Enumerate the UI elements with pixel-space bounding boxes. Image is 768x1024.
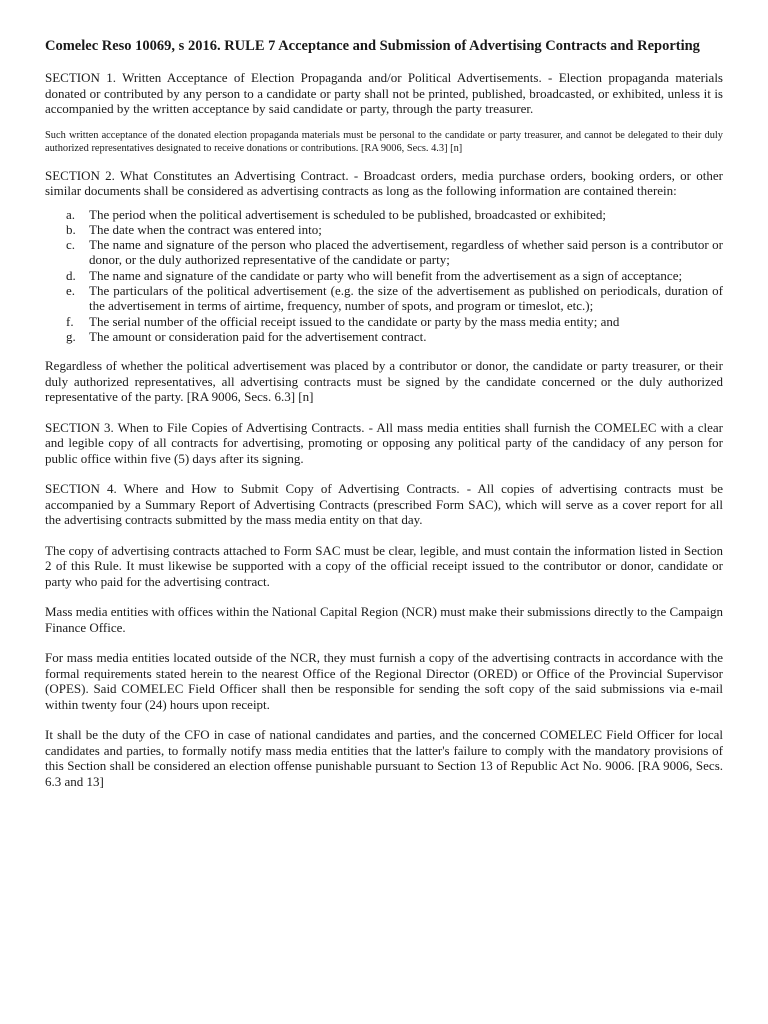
list-marker: a. bbox=[66, 206, 76, 222]
section-4: SECTION 4. Where and How to Submit Copy of Advertising Contracts. - All copies of advertising contracts must be accompanied by a Summary Report of Advertising Contracts (prescribed Form SAC), which will serve as a cover report for all the advertising contracts submitted by the mass media entity on that day. bbox=[45, 481, 723, 528]
list-marker: g. bbox=[66, 328, 76, 344]
contract-requirements-list bbox=[45, 207, 723, 345]
section-1: SECTION 1. Written Acceptance of Election Propaganda and/or Political Advertisements. - Election propaganda materials donated or contributed by any person to a candidate or party shall not be printed, published, broadcasted, or exhibited, unless it is accompanied by the written acceptance by said candidate or party, through the party treasurer. bbox=[45, 70, 723, 116]
section-2-closing: Regardless of whether the political advertisement was placed by a contributor or donor, the candidate or party treasurer, or their duly authorized representatives, all advertising contracts must be signed by the candidate concerned or the duly authorized representative of the party. [RA 9006, Secs. 6.3] [n] bbox=[45, 358, 723, 405]
list-item bbox=[45, 237, 723, 268]
document-page bbox=[45, 38, 723, 804]
list-item-text: The period when the political advertisement is scheduled to be published, broadcasted or exhibited; bbox=[89, 206, 606, 222]
list-item bbox=[45, 268, 723, 283]
list-marker: d. bbox=[66, 267, 76, 283]
section-4-paragraph-3: Mass media entities with offices within the National Capital Region (NCR) must make their submissions directly to the Campaign Finance Office. bbox=[45, 604, 723, 635]
list-marker: c. bbox=[66, 237, 76, 253]
list-marker: f. bbox=[66, 313, 74, 329]
list-item-text: The particulars of the political advertisement (e.g. the size of the advertisement as published on periodicals, duration of the advertisement in terms of airtime, frequency, number of spots, and program or timeslot, etc.); bbox=[89, 282, 723, 314]
section-4-paragraph-5: It shall be the duty of the CFO in case of national candidates and parties, and the concerned COMELEC Field Officer for local candidates and parties, to formally notify mass media entities that the latter's failure to comply with the mandatory provisions of this Section shall be considered an election offense punishable pursuant to Section 13 of Republic Act No. 9006. [RA 9006, Secs. 6.3 and 13] bbox=[45, 727, 723, 789]
section-4-paragraph-2: The copy of advertising contracts attached to Form SAC must be clear, legible, and must contain the information listed in Section 2 of this Rule. It must likewise be supported with a copy of the official receipt issued to the contributor or donor, candidate or party who paid for the advertising contract. bbox=[45, 542, 723, 589]
list-item bbox=[45, 329, 723, 344]
list-item-text: The name and signature of the person who placed the advertisement, regardless of whether said person is a contributor or donor, or the duly authorized representative of the candidate or party; bbox=[89, 237, 723, 268]
list-item-text: The name and signature of the candidate or party who will benefit from the advertisement as a sign of acceptance; bbox=[89, 267, 683, 283]
section-4-paragraph-4: For mass media entities located outside of the NCR, they must furnish a copy of the advertising contracts in accordance with the formal requirements stated herein to the nearest Office of the Regional Director (ORED) or Office of the Provincial Supervisor (OPES). Said COMELEC Field Officer shall then be responsible for sending the soft copy of the said submissions via e-mail within twenty four (24) hours upon receipt. bbox=[45, 650, 723, 712]
list-item bbox=[45, 207, 723, 222]
section-2: SECTION 2. What Constitutes an Advertising Contract. - Broadcast orders, media purchase orders, booking orders, or other similar documents shall be considered as advertising contracts as long as the following information are contained therein: bbox=[45, 167, 723, 198]
list-item bbox=[45, 222, 723, 237]
list-item-text: The date when the contract was entered into; bbox=[89, 221, 322, 237]
list-item bbox=[45, 283, 723, 314]
list-item bbox=[45, 314, 723, 329]
document-title: Comelec Reso 10069, s 2016. RULE 7 Acceptance and Submission of Advertising Contracts and Reporting bbox=[45, 38, 700, 54]
list-marker: b. bbox=[66, 221, 76, 237]
list-item-text: The amount or consideration paid for the advertisement contract. bbox=[89, 328, 427, 344]
list-marker: e. bbox=[66, 282, 76, 298]
section-3: SECTION 3. When to File Copies of Advertising Contracts. - All mass media entities shall furnish the COMELEC with a clear and legible copy of all contracts for advertising, promoting or opposing any political party of the candidacy of any person for public office within five (5) days after its signing. bbox=[45, 419, 723, 466]
list-item-text: The serial number of the official receipt issued to the candidate or party by the mass media entity; and bbox=[89, 313, 620, 329]
section-1-note: Such written acceptance of the donated election propaganda materials must be personal to the candidate or party treasurer, and cannot be delegated to their duly authorized representatives designated to receive donations or contributions. [RA 9006, Secs. 4.3] [n] bbox=[45, 129, 723, 154]
